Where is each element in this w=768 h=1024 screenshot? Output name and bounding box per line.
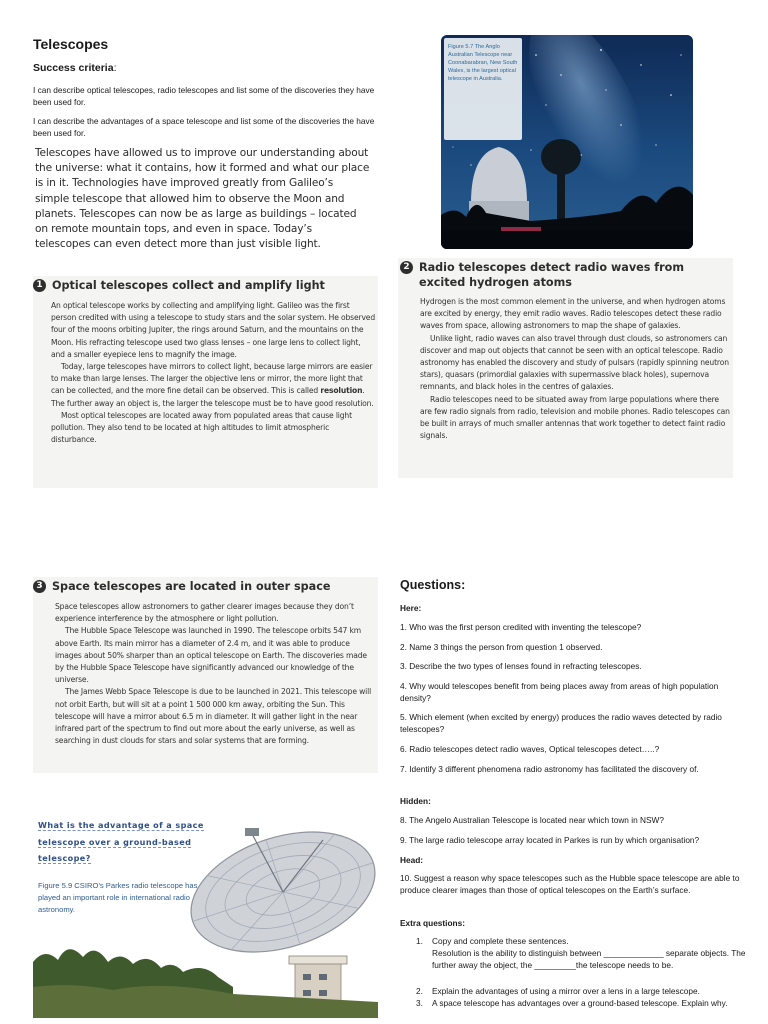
section-space-body (55, 601, 375, 747)
item-number: 3. (416, 998, 423, 1008)
question-item: 6. Radio telescopes detect radio waves, Optical telescopes detect…..? (400, 744, 660, 754)
paragraph: The Hubble Space Telescope was launched in 1990. The telescope orbits 547 km above Earth. Its main mirror has a diameter of 2.4 m, and it was able to produce images about 50% sharper than an optical telescope on Earth. The discoveries made by the Hubble Space Telescope have significantly advanced our knowledge of the universe. (55, 626, 367, 685)
paragraph-text: Today, large telescopes have mirrors to collect light, because large mirrors are easier to make than large lenses. The larger the objective lens or mirror, the more light that can be collected, and the more fine detail can be observed. This is called (51, 362, 373, 396)
here-label: Here: (400, 603, 422, 613)
item-text: A space telescope has advantages over a ground-based telescope. Explain why. (432, 998, 728, 1008)
card-question-line: What is the advantage of a space (38, 820, 204, 830)
section-optical-heading (33, 278, 378, 293)
card-question (38, 817, 208, 867)
head-label: Head: (400, 855, 424, 865)
item-number: 1. (416, 936, 423, 946)
section-radio-body (420, 296, 730, 442)
item-text: Explain the advantages of using a mirror over a lens in a large telescope. (432, 986, 700, 996)
questions-title: Questions: (400, 578, 466, 592)
paragraph: The James Webb Space Telescope is due to be launched in 2021. This telescope will not orbit Earth, but will sit at a point 1 500 000 km away, orbiting the Sun. This telescope will have a mirror about 6.5 m in diameter. It will gather light in the near infrared part of the spectrum to find out more about the early universe, as well as searching in dust clouds for stars and solar systems that are forming. (55, 687, 372, 746)
item-text: Copy and complete these sentences. (432, 936, 569, 946)
question-item: 1. Who was the first person credited with inventing the telescope? (400, 622, 642, 632)
question-item: 8. The Angelo Australian Telescope is located near which town in NSW? (400, 815, 664, 825)
parkes-card (33, 812, 378, 1018)
extra-question-item (416, 936, 746, 948)
section-title: Optical telescopes collect and amplify light (52, 279, 325, 292)
card-question-line: telescope over a ground-based (38, 836, 192, 847)
telescope-photo (441, 35, 693, 249)
figure-caption: Figure 5.9 CSIRO’s Parkes radio telescope has played an important role in international radio astronomy. (38, 881, 198, 914)
paragraph-text: . The further away an object is, the larger the telescope must be to have good resolution. (51, 386, 374, 408)
section-optical-body (51, 300, 376, 446)
item-number: 2. (416, 986, 423, 996)
intro-paragraph: Telescopes have allowed us to improve our understanding about the universe: what it contains, how it formed and what our place is in it. Technologies have improved greatly from Galileo’s simple telescope that allowed him to observe the Moon and planets. Telescopes can now be as large as buildings – located on remote mountain tops, and even in space. Today’s telescopes can even detect more than just visible light. (35, 147, 370, 251)
section-number-badge: 1 (33, 279, 46, 292)
section-title: Radio telescopes detect radio waves from excited hydrogen atoms (419, 261, 685, 289)
section-title: Space telescopes are located in outer space (52, 580, 331, 593)
question-item: 5. Which element (when excited by energy) produces the radio waves detected by radio telescopes? (400, 712, 722, 735)
question-item: 10. Suggest a reason why space telescopes such as the Hubble space telescope are able to produce clearer images than those of optical telescopes on the Earth’s surface. (400, 873, 740, 896)
question-item: 7. Identify 3 different phenomena radio astronomy has facilitated the discovery of. (400, 764, 699, 774)
item-text: Resolution is the ability to distinguish between _____________ separate objects. The further away the object, the _________the telescope needs to be. (432, 948, 746, 970)
section-radio (398, 258, 733, 478)
section-space-heading (33, 579, 378, 594)
success-criterion: I can describe optical telescopes, radio telescopes and list some of the discoveries they have been used for. (33, 85, 375, 107)
question-item: 3. Describe the two types of lenses found in refracting telescopes. (400, 661, 642, 671)
paragraph: Unlike light, radio waves can also travel through dust clouds, so astronomers can discover and map out objects that cannot be seen with an optical telescope. Radio astronomy has enabled the discovery and study of pulsars (rapidly spinning neutron stars), quasars (primordial galaxies with supermassive black holes), supernova remnants, and black holes in the centres of galaxies. (420, 333, 729, 392)
section-number-badge: 3 (33, 580, 46, 593)
section-optical (33, 276, 378, 488)
section-number-badge: 2 (400, 261, 413, 274)
page-title: Telescopes (33, 36, 109, 52)
extra-question-item (416, 998, 746, 1010)
success-criteria-heading (33, 62, 116, 74)
section-space (33, 577, 378, 773)
question-item: 9. The large radio telescope array located in Parkes is run by which organisation? (400, 835, 700, 845)
extra-question-item (432, 948, 746, 972)
success-criterion: I can describe the advantages of a space telescope and list some of the discoveries the have been used for. (33, 116, 375, 138)
bold-term: resolution (320, 386, 363, 396)
extra-label: Extra questions: (400, 918, 466, 928)
extra-question-item (416, 986, 746, 998)
card-question-line: telescope? (38, 853, 91, 863)
photo-caption: Figure 5.7 The Anglo Australian Telescope near Coonabarabran, New South Wales, is the largest optical telescope in Australia. (444, 38, 522, 140)
section-radio-heading (400, 260, 720, 290)
success-criteria-label: Success criteria (33, 62, 114, 74)
question-item: 2. Name 3 things the person from question 1 observed. (400, 642, 603, 652)
paragraph: Radio telescopes need to be situated away from large populations where there are few radio signals from radio, television and mobile phones. Radio telescopes can be built in arrays of much smaller antennas that work together to detect faint radio signals. (420, 394, 730, 441)
paragraph: Space telescopes allow astronomers to gather clearer images because they don’t experience interference by the atmosphere or light pollution. (55, 602, 354, 624)
hidden-label: Hidden: (400, 796, 431, 806)
paragraph (51, 361, 376, 410)
paragraph: Hydrogen is the most common element in the universe, and when hydrogen atoms are excited by energy, they emit radio waves. Radio telescopes detect these radio waves from space, allowing astronomers to map the shape of galaxies. (420, 297, 726, 331)
success-criteria-colon: : (113, 62, 117, 74)
paragraph: Most optical telescopes are located away from populated areas that cause light pollution. They also tend to be located at high altitudes to limit atmospheric disturbance. (51, 410, 352, 445)
paragraph: An optical telescope works by collecting and amplifying light. Galileo was the first person credited with using a telescope to study stars and the solar system. He observed four of the moons orbiting Jupiter, the rings around Saturn, and the mountains on the Moon. His refracting telescope used two glass lenses – one large lens to collect light, and a smaller eyepiece lens to magnify the image. (51, 301, 375, 359)
question-item: 4. Why would telescopes benefit from being places away from areas of high population density? (400, 681, 719, 704)
